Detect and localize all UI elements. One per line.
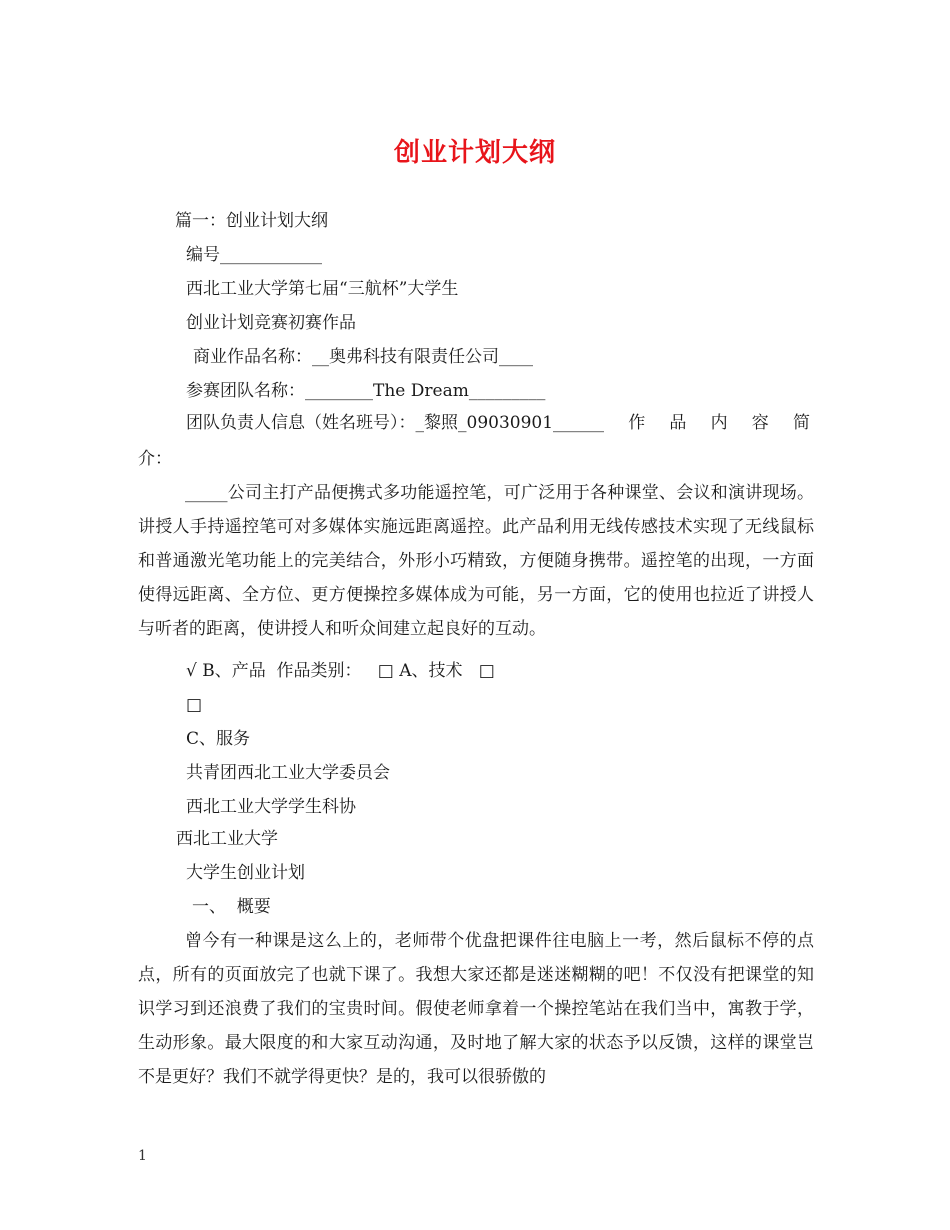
business-name-line: 商业作品名称：__奥弗科技有限责任公司____	[193, 347, 533, 367]
overview-heading: 一、 概要	[192, 897, 271, 917]
team-leader-line	[186, 412, 810, 434]
checkbox-line: □	[186, 695, 203, 715]
university-line: 西北工业大学	[176, 829, 278, 849]
service-line: C、服务	[186, 729, 251, 749]
section-heading-1: 篇一：创业计划大纲	[175, 211, 328, 231]
organizer-line-1: 共青团西北工业大学委员会	[186, 763, 390, 783]
serial-number-line: 编号____________	[186, 245, 322, 265]
organizer-line-2: 西北工业大学学生科协	[186, 797, 356, 817]
page-number: 1	[138, 1148, 147, 1164]
overview-paragraph: 曾今有一种课是这么上的，老师带个优盘把课件往电脑上一考，然后鼠标不停的点点，所有的页面放完了也就下课了。我想大家还都是迷迷糊糊的吧！不仅没有把课堂的知识学习到还浪费了我们的宝贵时间。假使老师拿着一个操控笔站在我们当中，寓教于学，生动形象。最大限度的和大家互动沟通，及时地了解大家的状态予以反馈，这样的课堂岂不是更好？我们不就学得更快？是的，我可以很骄傲的	[138, 931, 814, 1087]
document-title: 创业计划大纲	[393, 138, 556, 168]
plan-title-line: 大学生创业计划	[186, 863, 305, 883]
intro-char-4: 容	[751, 413, 769, 433]
intro-char-1: 作	[628, 413, 646, 433]
intro-char-2: 品	[669, 413, 687, 433]
intro-char-5: 简	[792, 413, 810, 433]
intro-paragraph: _____公司主打产品便携式多功能遥控笔，可广泛用于各种课堂、会议和演讲现场。讲授人手持遥控笔可对多媒体实施远距离遥控。此产品利用无线传感技术实现了无线鼠标和普通激光笔功能上的完美结合，外形小巧精致，方便随身携带。遥控笔的出现，一方面使得远距离、全方位、更方便操控多媒体成为可能，另一方面，它的使用也拉近了讲授人与听者的距离，使讲授人和听众间建立起良好的互动。	[138, 483, 814, 639]
team-leader-info: 团队负责人信息（姓名班号）：_黎照_09030901______	[186, 413, 605, 433]
intro-label-continued: 介：	[138, 449, 172, 469]
team-name-line: 参赛团队名称：________The Dream_________	[186, 381, 546, 401]
competition-entry-line: 创业计划竞赛初赛作品	[186, 313, 356, 333]
intro-char-3: 内	[710, 413, 728, 433]
category-line: √ B、产品 作品类别： □ A、技术 □	[186, 661, 495, 681]
competition-line: 西北工业大学第七届“三航杯”大学生	[186, 279, 459, 299]
